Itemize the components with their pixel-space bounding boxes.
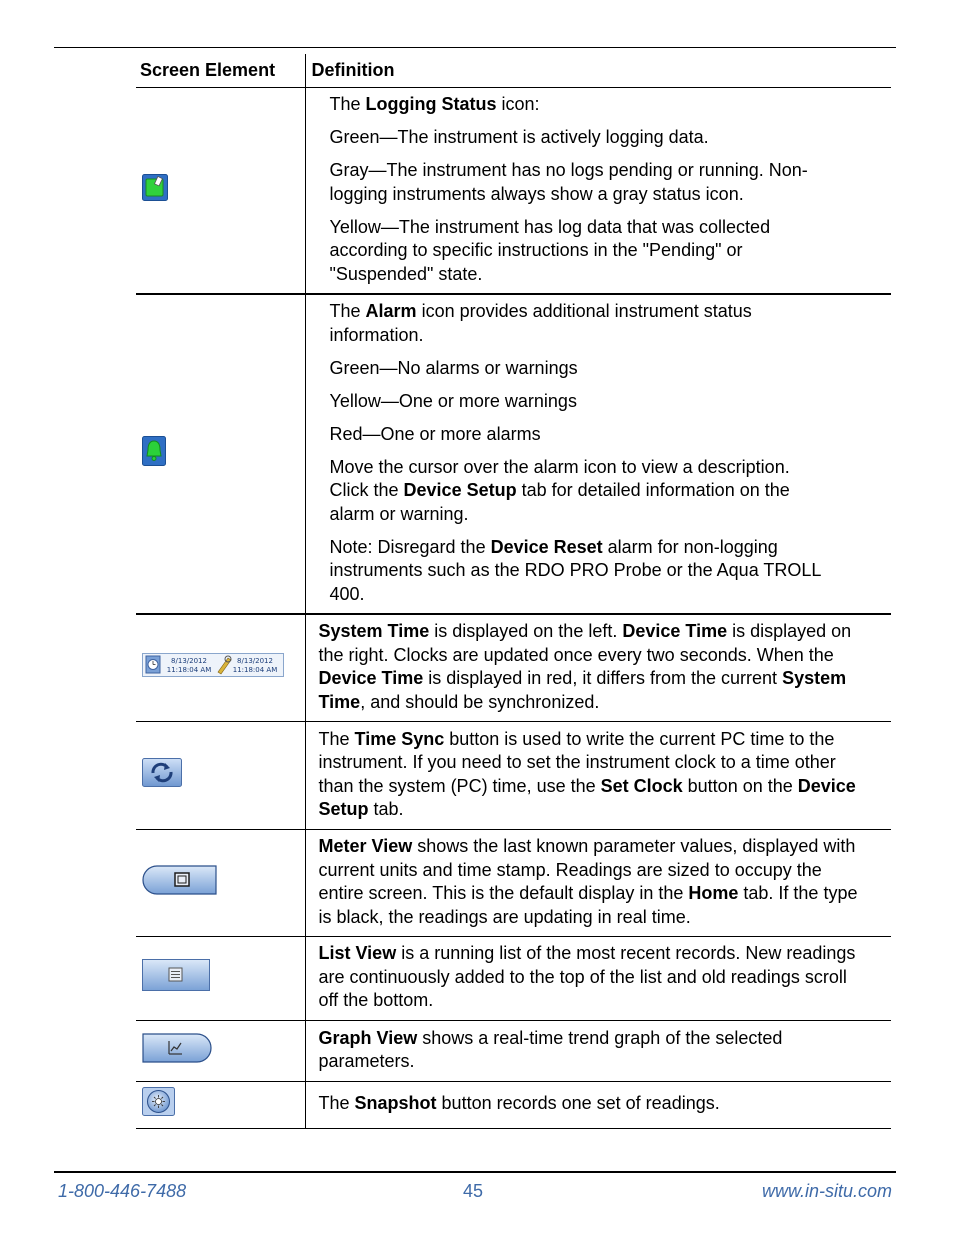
text-run: is a running list of the most recent records. New readings [396, 943, 856, 964]
bold-term: Time [318, 691, 361, 712]
definition-paragraph [330, 456, 884, 527]
table-row [136, 294, 891, 614]
text-run: current units and time stamp. Readings are sized to occupy the [318, 859, 822, 880]
table-row [136, 1082, 891, 1129]
text-run: The [329, 301, 366, 321]
text-run: Red—One or more alarms [329, 423, 541, 444]
row-definition [319, 942, 884, 1013]
text-run: is displayed on the left. [429, 621, 623, 641]
row-definition [319, 93, 884, 286]
text-run: Yellow—The instrument has log data that was collected [329, 216, 771, 237]
definition-paragraph [319, 1092, 884, 1116]
text-run: than the system (PC) time, use the [318, 775, 601, 796]
bold-term: List View [318, 943, 397, 964]
row-definition [319, 835, 884, 929]
bold-term: Set Clock [600, 775, 683, 796]
alarm-bell-icon [142, 436, 166, 473]
text-run: button is used to write the current PC time to the [444, 728, 835, 749]
bold-term: System [782, 668, 847, 688]
bold-term: Alarm [365, 301, 417, 321]
row-definition [319, 620, 884, 714]
text-run: The [318, 728, 355, 749]
text-run: Click the [329, 480, 404, 500]
definition-paragraph [319, 1027, 884, 1074]
text-run: icon: [496, 94, 540, 114]
footer-website: www.in-situ.com [761, 1181, 892, 1201]
text-run: tab. [368, 799, 404, 819]
system-time-text: 11:18:04 AM [166, 665, 212, 674]
column-header-definition: Definition [305, 54, 891, 88]
graph-view-icon [142, 1033, 212, 1070]
text-run: Note: Disregard the [329, 536, 491, 557]
text-run: 400. [329, 583, 365, 604]
table-row [136, 722, 891, 830]
text-run: tab. If the type [738, 883, 858, 903]
definition-paragraph [330, 159, 884, 206]
time-sync-icon [142, 758, 182, 794]
bold-term: Device Time [622, 621, 728, 641]
bottom-rule [54, 1171, 896, 1173]
row-definition [319, 1092, 884, 1116]
text-run: Green—No alarms or warnings [329, 357, 578, 378]
bold-term: Device Time [318, 668, 424, 688]
definition-paragraph [330, 216, 884, 287]
text-run: is displayed on [727, 621, 852, 641]
text-run: alarm or warning. [329, 503, 469, 524]
bold-term: Time Sync [354, 728, 445, 749]
text-run: instrument. If you need to set the instrument clock to a time other [318, 752, 836, 772]
text-run: alarm for non-logging [602, 536, 778, 557]
table-row [136, 1021, 891, 1082]
text-run: button on the [682, 775, 798, 796]
text-run: shows a real-time trend graph of the selected [417, 1027, 783, 1048]
text-run: off the bottom. [318, 990, 434, 1011]
text-run: logging instruments always show a gray status icon. [329, 183, 744, 204]
bold-term: Device [797, 775, 856, 796]
bold-term: Device Setup [403, 480, 517, 500]
text-run: according to specific instructions in the "Pending" or [329, 240, 743, 260]
column-header-screen-element: Screen Element [136, 54, 305, 88]
device-date-text: 8/13/2012 [237, 656, 273, 665]
footer-phone: 1-800-446-7488 [58, 1181, 187, 1201]
table-header-row [136, 54, 891, 88]
text-run: "Suspended" state. [329, 263, 483, 284]
definitions-table [136, 54, 891, 1129]
text-run: The [329, 94, 366, 114]
text-run: , and should be synchronized. [360, 691, 600, 712]
table-row [136, 937, 891, 1021]
bold-term: System Time [318, 621, 430, 641]
row-definition [319, 1027, 884, 1074]
text-run: entire screen. This is the default display in the [318, 883, 689, 903]
text-run: icon provides additional instrument status [416, 301, 752, 321]
definition-paragraph [330, 390, 884, 414]
text-run: Green—The instrument is actively logging data. [329, 127, 709, 147]
text-run: button records one set of readings. [436, 1093, 720, 1114]
table-row [136, 830, 891, 937]
text-run: Move the cursor over the alarm icon to view a description. [329, 456, 790, 477]
top-rule [54, 47, 896, 48]
footer-page-number: 45 [462, 1181, 484, 1201]
text-run: tab for detailed information on the [516, 480, 790, 500]
bold-term: Meter View [318, 836, 413, 856]
text-run: The [318, 1093, 355, 1114]
text-run: shows the last known parameter values, displayed with [412, 836, 856, 856]
definition-paragraph [330, 126, 884, 150]
text-run: are continuously added to the top of the list and old readings scroll [318, 966, 847, 987]
text-run: instruments such as the RDO PRO Probe or the Aqua TROLL [329, 560, 822, 580]
definition-paragraph [319, 728, 884, 822]
text-run: parameters. [318, 1051, 415, 1071]
definition-paragraph [330, 93, 884, 117]
row-definition [319, 728, 884, 822]
logging-status-icon [142, 174, 168, 208]
table-row [136, 88, 891, 295]
system-date-text: 8/13/2012 [171, 656, 207, 665]
snapshot-icon [142, 1087, 175, 1123]
text-run: the right. Clocks are updated once every two seconds. When the [318, 644, 834, 665]
definition-paragraph [330, 300, 884, 347]
text-run: is displayed in red, it differs from the current [423, 668, 783, 688]
definition-paragraph [319, 620, 884, 714]
definition-paragraph [330, 423, 884, 447]
bold-term: Setup [318, 799, 369, 819]
definition-paragraph [330, 357, 884, 381]
list-view-icon [142, 959, 210, 998]
table-row [136, 614, 891, 722]
bold-term: Logging Status [365, 94, 497, 114]
bold-term: Graph View [318, 1027, 418, 1048]
text-run: Gray—The instrument has no logs pending or running. Non- [329, 160, 808, 180]
clocks-icon [142, 653, 284, 684]
row-definition [319, 300, 884, 606]
bold-term: Snapshot [354, 1093, 437, 1114]
definition-paragraph [319, 835, 884, 929]
device-time-text: 11:18:04 AM [232, 665, 278, 674]
text-run: is black, the readings are updating in real time. [318, 906, 691, 927]
meter-view-icon [142, 865, 217, 902]
definition-paragraph [330, 536, 884, 607]
bold-term: Device Reset [490, 536, 603, 557]
bold-term: Home [688, 883, 739, 903]
text-run: Yellow—One or more warnings [329, 390, 577, 411]
text-run: information. [329, 324, 424, 345]
definition-paragraph [319, 942, 884, 1013]
